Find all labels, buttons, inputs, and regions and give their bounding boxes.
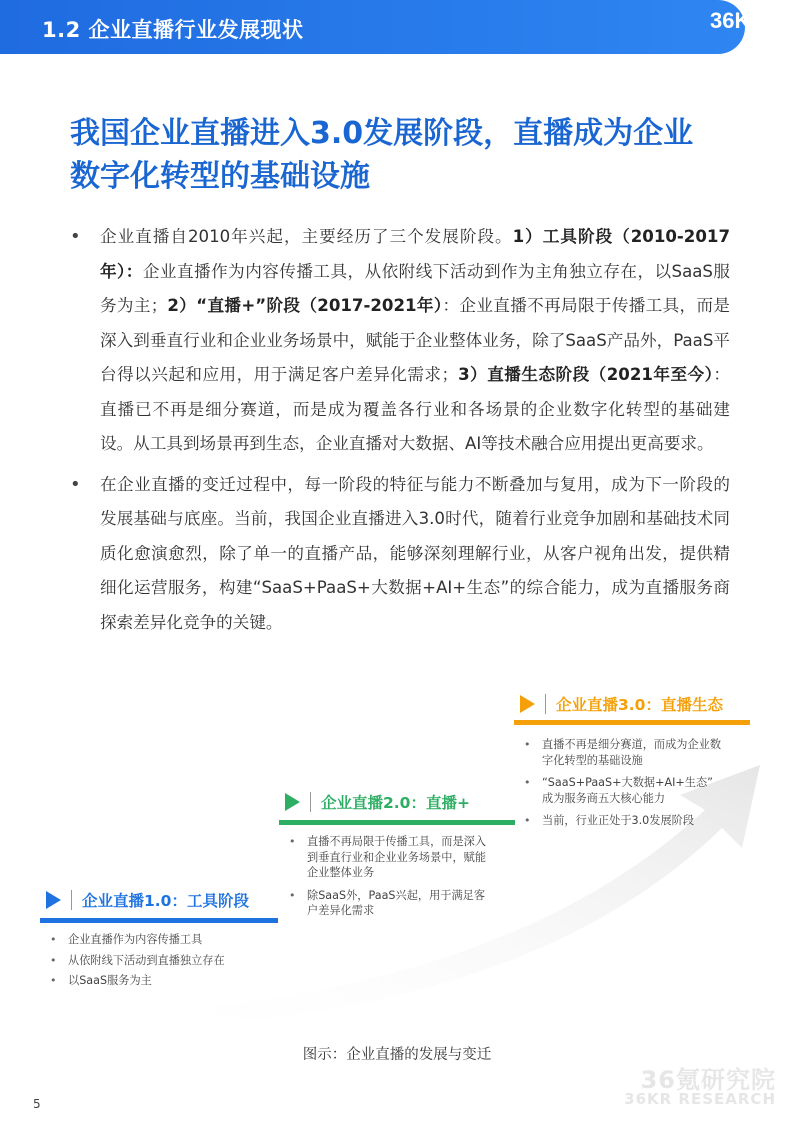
list-item: • 企业直播作为内容传播工具 (50, 933, 203, 946)
p1-bold-2: 2）“直播+”阶段（2017-2021年） (167, 296, 443, 315)
stage-3-title: 企业直播3.0：直播生态 (556, 696, 723, 714)
list-item: • 以SaaS服务为主 (50, 974, 152, 987)
stage-3-header (520, 693, 723, 715)
page-headline (70, 112, 760, 198)
logo-36-text: 36Kr (710, 8, 759, 33)
p1-text-4: ：直播已不再是细分赛道，而是成为覆盖各行业和各场景的企业数字化转型的基础建设。从工具到场景再到生态，企业直播对大数据、AI等技术融合应用提出更高要求。 (100, 365, 730, 453)
divider (310, 792, 311, 812)
section-title: 1.2 企业直播行业发展现状 (42, 18, 304, 42)
p1-bold-1: 1）工具阶段（2010-2017年）： (100, 227, 730, 281)
list-item: • 当前，行业正处于3.0发展阶段 (524, 814, 695, 827)
p1-bold-3: 3）直播生态阶段（2021年至今） (458, 365, 714, 384)
bullet-dot-icon: • (70, 473, 81, 495)
list-item: • 直播不再局限于传播工具，而是深入 到垂直行业和企业业务场景中，赋能 企业整体业务 (289, 835, 487, 879)
list-item: • 除SaaS外，PaaS兴起，用于满足客 户差异化需求 (289, 888, 486, 917)
p1-text-3: ：企业直播不再局限于传播工具，而是深入到垂直行业和企业业务场景中，赋能于企业整体业务，除了SaaS产品外，PaaS平台得以兴起和应用，用于满足客户差异化需求； (100, 296, 731, 384)
bullet-paragraph-1 (70, 220, 730, 462)
list-item: • 直播不再是细分赛道，而成为企业数 字化转型的基础设施 (524, 738, 722, 767)
stage-2-list (285, 834, 515, 926)
body-text (70, 220, 730, 640)
play-triangle-icon (285, 793, 300, 811)
stage-diagram (0, 670, 794, 1030)
stage-1-list (46, 932, 286, 996)
list-item: • “SaaS+PaaS+大数据+AI+生态” 成为服务商五大核心能力 (524, 776, 713, 805)
bullet-dot-icon: • (70, 226, 81, 247)
p1-text-2: 企业直播作为内容传播工具，从依附线下活动到作为主角独立存在，以SaaS服务为主； (100, 261, 731, 315)
play-triangle-icon (520, 695, 535, 713)
list-item: • 从依附线下活动到直播独立存在 (50, 953, 225, 967)
36kr-logo (694, 0, 794, 54)
play-triangle-icon (46, 891, 61, 909)
watermark-cn: 36氪研究院 (640, 1066, 776, 1094)
headline-line-2: 数字化转型的基础设施 (70, 159, 370, 194)
divider (545, 694, 546, 714)
p2-text: 在企业直播的变迁过程中，每一阶段的特征与能力不断叠加与复用，成为下一阶段的发展基础与底座。当前，我国企业直播进入3.0时代，随着行业竞争加剧和基础技术同质化愈演愈烈，除了单一的直播产品，能够深刻理解行业，从客户视角出发，提供精细化运营服务，构建“SaaS+PaaS+大数据+AI+生态”的综合能力，成为直播服务商探索差异化竞争的关键。 (100, 474, 730, 632)
stage-3-bar (514, 720, 750, 725)
watermark-en: 36KR RESEARCH (624, 1090, 776, 1108)
stage-1-title: 企业直播1.0：工具阶段 (82, 892, 249, 910)
stage-2-header (285, 791, 470, 813)
stage-3-list (520, 737, 750, 836)
figure-caption: 图示：企业直播的发展与变迁 (302, 1047, 492, 1063)
section-header-bar (0, 0, 745, 54)
stage-2-bar (279, 820, 515, 825)
p1-text-1: 企业直播自2010年兴起，主要经历了三个发展阶段。 (100, 227, 513, 246)
page-number: 5 (33, 1097, 41, 1111)
stage-1-header (46, 889, 249, 911)
stage-1-bar (40, 918, 278, 923)
bullet-paragraph-2 (70, 468, 730, 641)
divider (71, 890, 72, 910)
stage-2-title: 企业直播2.0：直播+ (321, 794, 470, 812)
headline-line-1: 我国企业直播进入3.0发展阶段，直播成为企业 (70, 116, 694, 151)
